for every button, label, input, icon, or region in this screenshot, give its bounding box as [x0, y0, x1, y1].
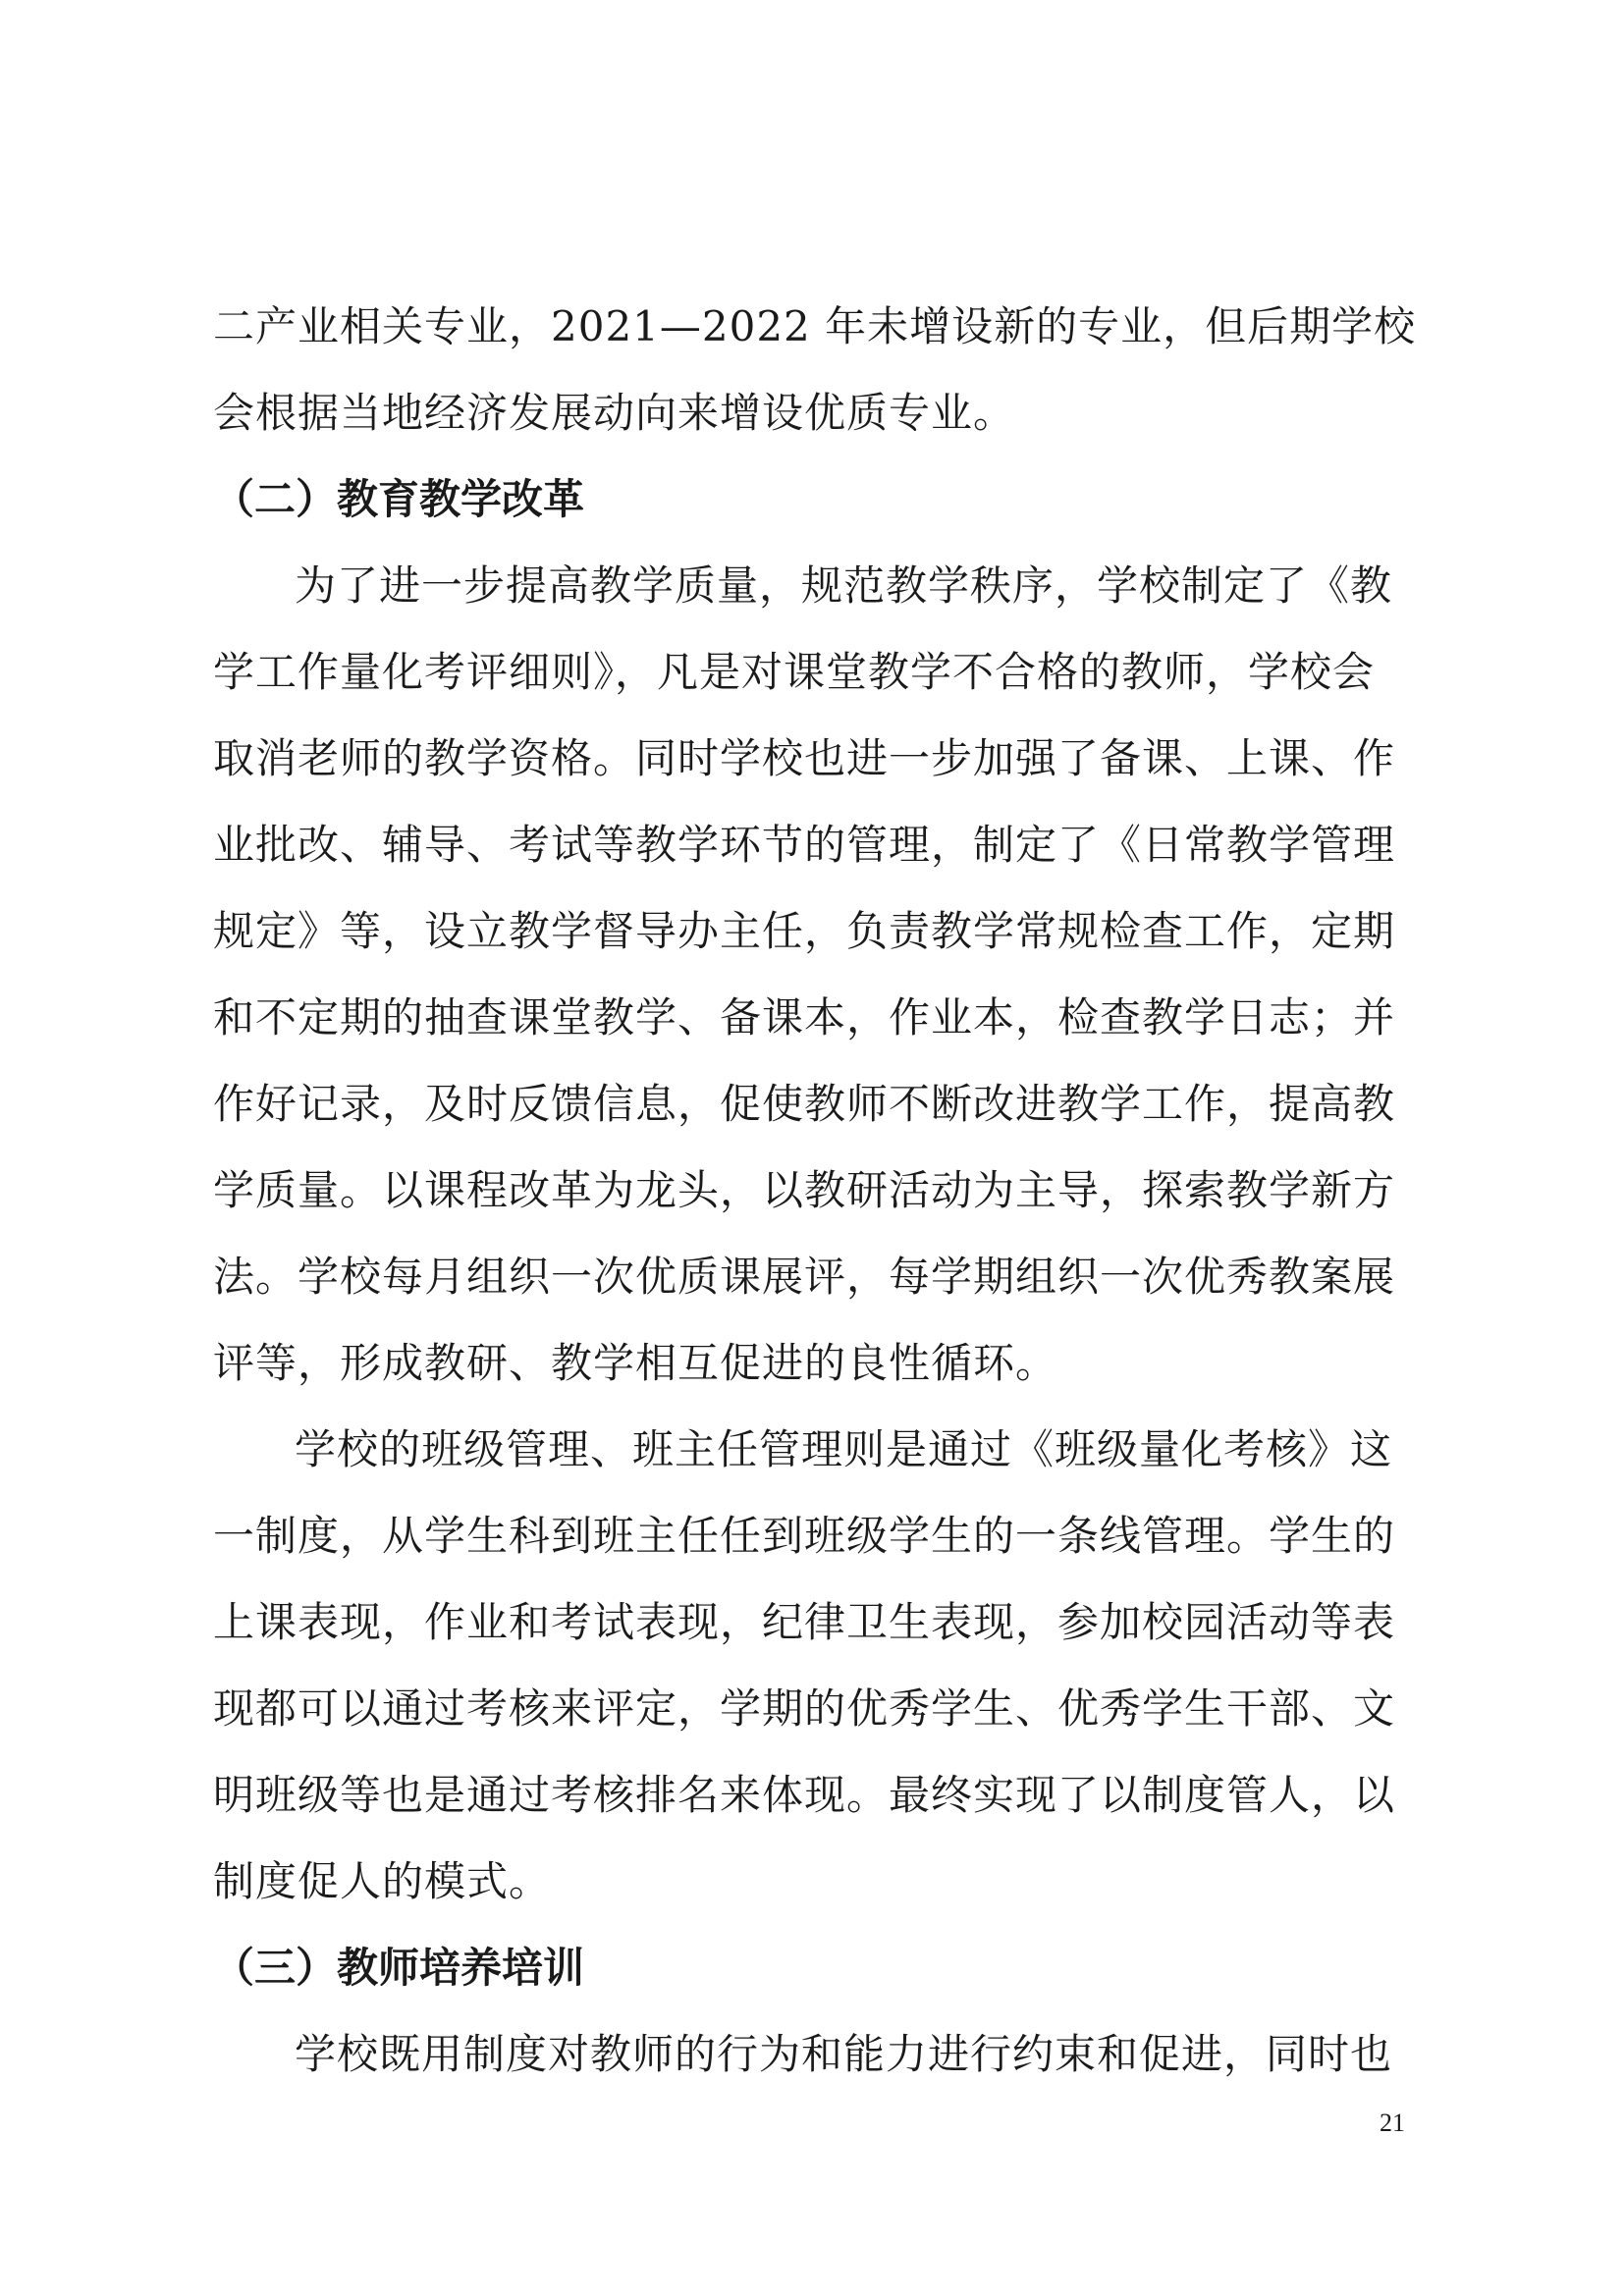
text-line: 学校的班级管理、班主任管理则是通过《班级量化考核》这 [295, 1425, 1393, 1473]
text-line: 制度促人的模式。 [213, 1857, 552, 1905]
text-line: 作好记录，及时反馈信息，促使教师不断改进教学工作，提高教 [213, 1080, 1396, 1128]
text-line: 学校既用制度对教师的行为和能力进行约束和促进，同时也 [295, 2030, 1393, 2078]
text-line: 法。学校每月组织一次优质课展评，每学期组织一次优秀教案展 [213, 1253, 1396, 1301]
text-line: 二产业相关专业，2021—2022 年未增设新的专业，但后期学校 [213, 302, 1417, 350]
text-line: 学质量。以课程改革为龙头，以教研活动为主导，探索教学新方 [213, 1166, 1396, 1214]
section-heading: （二）教育教学改革 [213, 475, 585, 523]
text-line: 业批改、辅导、考试等教学环节的管理，制定了《日常教学管理 [213, 821, 1396, 869]
text-line: 现都可以通过考核来评定，学期的优秀学生、优秀学生干部、文 [213, 1684, 1396, 1733]
text-line: 会根据当地经济发展动向来增设优质专业。 [213, 389, 1016, 437]
text-line: 学工作量化考评细则》，凡是对课堂教学不合格的教师，学校会 [213, 648, 1376, 696]
text-line: 一制度，从学生科到班主任任到班级学生的一条线管理。学生的 [213, 1512, 1396, 1560]
text-line: 上课表现，作业和考试表现，纪律卫生表现，参加校园活动等表 [213, 1598, 1396, 1646]
text-line: 和不定期的抽查课堂教学、备课本，作业本，检查教学日志；并 [213, 993, 1396, 1041]
text-line: 评等，形成教研、教学相互促进的良性循环。 [213, 1339, 1058, 1387]
text-line: 取消老师的教学资格。同时学校也进一步加强了备课、上课、作 [213, 734, 1396, 782]
section-heading: （三）教师培养培训 [213, 1944, 585, 1992]
text-line: 明班级等也是通过考核排名来体现。最终实现了以制度管人，以 [213, 1771, 1396, 1819]
page-number: 21 [1380, 2109, 1405, 2137]
text-line: 为了进一步提高教学质量，规范教学秩序，学校制定了《教 [295, 561, 1393, 610]
text-line: 规定》等，设立教学督导办主任，负责教学常规检查工作，定期 [213, 907, 1396, 955]
